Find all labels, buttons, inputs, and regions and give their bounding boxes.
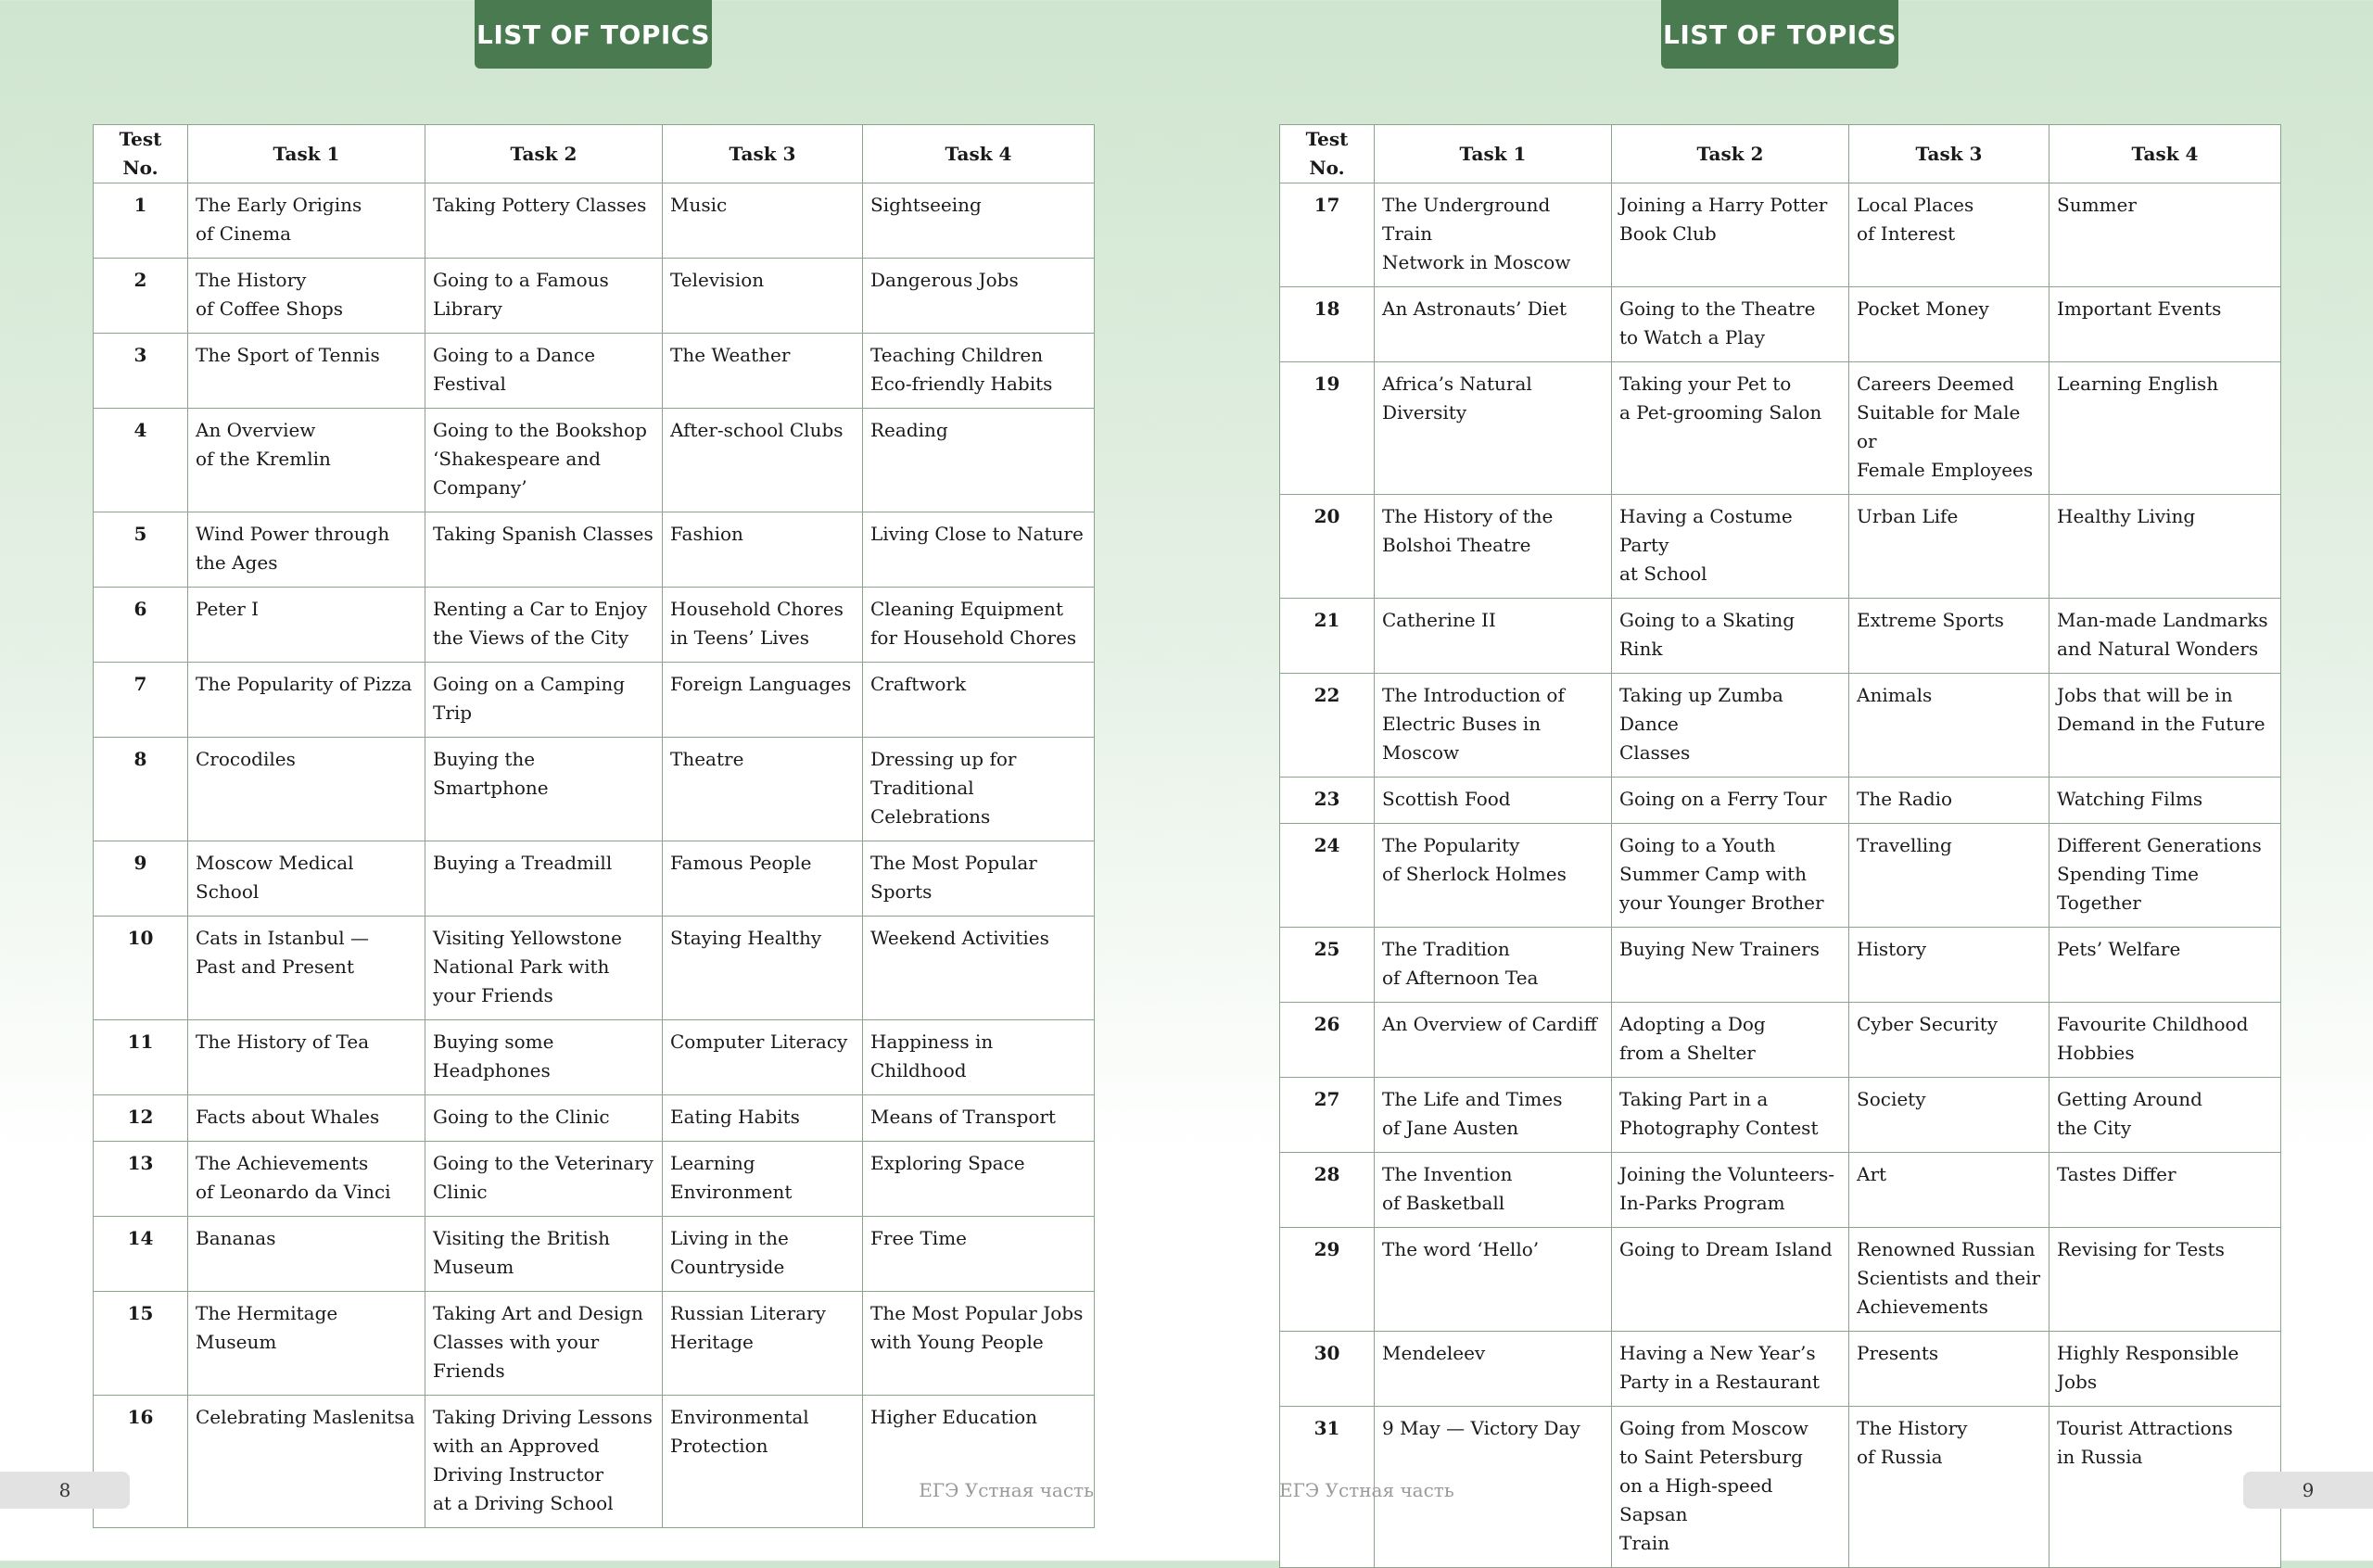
test-number-cell: 11 xyxy=(94,1020,188,1095)
task-4-cell: Jobs that will be in Demand in the Future xyxy=(2049,674,2281,778)
task-2-cell: Taking Part in a Photography Contest xyxy=(1612,1078,1849,1153)
task-1-cell: Facts about Whales xyxy=(188,1095,425,1142)
table-row xyxy=(1280,1332,2281,1407)
task-3-cell: Television xyxy=(663,259,863,334)
task-3-cell: The Radio xyxy=(1849,778,2049,824)
task-1-cell: Catherine II xyxy=(1375,599,1612,674)
test-number-cell: 21 xyxy=(1280,599,1375,674)
task-3-cell: Living in the Countryside xyxy=(663,1217,863,1292)
test-number-cell: 18 xyxy=(1280,287,1375,362)
task-1-cell: The word ‘Hello’ xyxy=(1375,1228,1612,1332)
task-2-cell: Taking Pottery Classes xyxy=(425,183,663,259)
task-4-cell: Man-made Landmarks and Natural Wonders xyxy=(2049,599,2281,674)
task-4-cell: Means of Transport xyxy=(863,1095,1095,1142)
header-task-3: Task 3 xyxy=(1849,125,2049,183)
table-row xyxy=(94,259,1095,334)
task-2-cell: Taking Art and Design Classes with your Friends xyxy=(425,1292,663,1396)
task-3-cell: Computer Literacy xyxy=(663,1020,863,1095)
task-3-cell: The Weather xyxy=(663,334,863,409)
table-row xyxy=(1280,824,2281,928)
task-4-cell: Happiness in Childhood xyxy=(863,1020,1095,1095)
test-number-cell: 12 xyxy=(94,1095,188,1142)
task-3-cell: Society xyxy=(1849,1078,2049,1153)
table-row xyxy=(1280,183,2281,287)
topics-table xyxy=(1279,124,2281,1568)
task-1-cell: Mendeleev xyxy=(1375,1332,1612,1407)
test-number-cell: 16 xyxy=(94,1396,188,1528)
table-row xyxy=(94,512,1095,588)
task-3-cell: Environmental Protection xyxy=(663,1396,863,1528)
table-row xyxy=(1280,362,2281,495)
table-row xyxy=(94,1396,1095,1528)
table-header-row xyxy=(1280,125,2281,183)
test-number-cell: 27 xyxy=(1280,1078,1375,1153)
task-3-cell: Animals xyxy=(1849,674,2049,778)
task-4-cell: Dangerous Jobs xyxy=(863,259,1095,334)
table-row xyxy=(94,1217,1095,1292)
test-number-cell: 10 xyxy=(94,917,188,1020)
task-2-cell: Renting a Car to Enjoy the Views of the City xyxy=(425,588,663,663)
task-3-cell: After-school Clubs xyxy=(663,409,863,512)
task-1-cell: Peter I xyxy=(188,588,425,663)
task-4-cell: Tastes Differ xyxy=(2049,1153,2281,1228)
header-task-2: Task 2 xyxy=(1612,125,1849,183)
task-4-cell: Craftwork xyxy=(863,663,1095,738)
task-2-cell: Going to a Skating Rink xyxy=(1612,599,1849,674)
task-1-cell: Africa’s Natural Diversity xyxy=(1375,362,1612,495)
task-4-cell: The Most Popular Sports xyxy=(863,841,1095,917)
page-title-banner: LIST OF TOPICS xyxy=(1661,0,1898,69)
task-2-cell: Going on a Camping Trip xyxy=(425,663,663,738)
header-task-4: Task 4 xyxy=(2049,125,2281,183)
table-row xyxy=(1280,1153,2281,1228)
task-3-cell: Pocket Money xyxy=(1849,287,2049,362)
table-row xyxy=(1280,495,2281,599)
table-row xyxy=(94,409,1095,512)
task-3-cell: Theatre xyxy=(663,738,863,841)
task-2-cell: Joining a Harry Potter Book Club xyxy=(1612,183,1849,287)
task-3-cell: The History of Russia xyxy=(1849,1407,2049,1568)
header-test-no: Test No. xyxy=(94,125,188,183)
test-number-cell: 14 xyxy=(94,1217,188,1292)
task-2-cell: Going to the Theatre to Watch a Play xyxy=(1612,287,1849,362)
task-4-cell: Revising for Tests xyxy=(2049,1228,2281,1332)
task-2-cell: Going to a Famous Library xyxy=(425,259,663,334)
task-2-cell: Going on a Ferry Tour xyxy=(1612,778,1849,824)
task-2-cell: Going to a Youth Summer Camp with your Younger Brother xyxy=(1612,824,1849,928)
task-3-cell: Cyber Security xyxy=(1849,1003,2049,1078)
task-1-cell: The History of Coffee Shops xyxy=(188,259,425,334)
table-row xyxy=(1280,928,2281,1003)
topics-table xyxy=(93,124,1095,1528)
task-4-cell: Teaching Children Eco-friendly Habits xyxy=(863,334,1095,409)
test-number-cell: 23 xyxy=(1280,778,1375,824)
task-1-cell: Cats in Istanbul — Past and Present xyxy=(188,917,425,1020)
task-2-cell: Going to Dream Island xyxy=(1612,1228,1849,1332)
table-row xyxy=(94,841,1095,917)
task-2-cell: Going from Moscow to Saint Petersburg on a High-speed Sapsan Train xyxy=(1612,1407,1849,1568)
test-number-cell: 9 xyxy=(94,841,188,917)
task-1-cell: The Invention of Basketball xyxy=(1375,1153,1612,1228)
table-row xyxy=(94,1142,1095,1217)
footer-text: ЕГЭ Устная часть xyxy=(1279,1479,1454,1501)
table-row xyxy=(1280,778,2281,824)
task-2-cell: Buying the Smartphone xyxy=(425,738,663,841)
task-2-cell: Joining the Volunteers- In-Parks Program xyxy=(1612,1153,1849,1228)
task-1-cell: The Achievements of Leonardo da Vinci xyxy=(188,1142,425,1217)
task-3-cell: Fashion xyxy=(663,512,863,588)
task-4-cell: Learning English xyxy=(2049,362,2281,495)
task-3-cell: Eating Habits xyxy=(663,1095,863,1142)
task-1-cell: The Popularity of Sherlock Holmes xyxy=(1375,824,1612,928)
test-number-cell: 19 xyxy=(1280,362,1375,495)
header-task-3: Task 3 xyxy=(663,125,863,183)
task-4-cell: Healthy Living xyxy=(2049,495,2281,599)
task-1-cell: Wind Power through the Ages xyxy=(188,512,425,588)
task-1-cell: 9 May — Victory Day xyxy=(1375,1407,1612,1568)
task-4-cell: Tourist Attractions in Russia xyxy=(2049,1407,2281,1568)
task-4-cell: Important Events xyxy=(2049,287,2281,362)
test-number-cell: 25 xyxy=(1280,928,1375,1003)
header-task-2: Task 2 xyxy=(425,125,663,183)
task-2-cell: Visiting the British Museum xyxy=(425,1217,663,1292)
task-4-cell: Getting Around the City xyxy=(2049,1078,2281,1153)
test-number-cell: 30 xyxy=(1280,1332,1375,1407)
test-number-cell: 6 xyxy=(94,588,188,663)
task-4-cell: Highly Responsible Jobs xyxy=(2049,1332,2281,1407)
table-row xyxy=(94,738,1095,841)
task-4-cell: Reading xyxy=(863,409,1095,512)
task-4-cell: Summer xyxy=(2049,183,2281,287)
task-4-cell: Dressing up for Traditional Celebrations xyxy=(863,738,1095,841)
task-4-cell: Free Time xyxy=(863,1217,1095,1292)
table-row xyxy=(1280,287,2281,362)
test-number-cell: 5 xyxy=(94,512,188,588)
task-2-cell: Going to the Veterinary Clinic xyxy=(425,1142,663,1217)
page-number: 8 xyxy=(0,1472,130,1509)
footer-text: ЕГЭ Устная часть xyxy=(919,1479,1094,1501)
table-row xyxy=(94,1095,1095,1142)
table-header-row xyxy=(94,125,1095,183)
task-1-cell: An Overview of Cardiff xyxy=(1375,1003,1612,1078)
task-1-cell: Moscow Medical School xyxy=(188,841,425,917)
task-3-cell: Russian Literary Heritage xyxy=(663,1292,863,1396)
task-4-cell: Higher Education xyxy=(863,1396,1095,1528)
table-row xyxy=(94,663,1095,738)
table-row xyxy=(94,183,1095,259)
task-4-cell: Living Close to Nature xyxy=(863,512,1095,588)
task-3-cell: Careers Deemed Suitable for Male or Female Employees xyxy=(1849,362,2049,495)
task-1-cell: Celebrating Maslenitsa xyxy=(188,1396,425,1528)
task-3-cell: Renowned Russian Scientists and their Achievements xyxy=(1849,1228,2049,1332)
task-1-cell: The Popularity of Pizza xyxy=(188,663,425,738)
test-number-cell: 28 xyxy=(1280,1153,1375,1228)
test-number-cell: 7 xyxy=(94,663,188,738)
task-1-cell: The Tradition of Afternoon Tea xyxy=(1375,928,1612,1003)
task-1-cell: An Astronauts’ Diet xyxy=(1375,287,1612,362)
task-2-cell: Buying a Treadmill xyxy=(425,841,663,917)
task-4-cell: Exploring Space xyxy=(863,1142,1095,1217)
header-task-4: Task 4 xyxy=(863,125,1095,183)
task-2-cell: Going to the Bookshop ‘Shakespeare and Company’ xyxy=(425,409,663,512)
test-number-cell: 13 xyxy=(94,1142,188,1217)
task-3-cell: Presents xyxy=(1849,1332,2049,1407)
task-1-cell: The Underground Train Network in Moscow xyxy=(1375,183,1612,287)
task-4-cell: Different Generations Spending Time Together xyxy=(2049,824,2281,928)
task-1-cell: Crocodiles xyxy=(188,738,425,841)
task-1-cell: The Introduction of Electric Buses in Moscow xyxy=(1375,674,1612,778)
task-4-cell: Sightseeing xyxy=(863,183,1095,259)
task-2-cell: Taking your Pet to a Pet-grooming Salon xyxy=(1612,362,1849,495)
task-4-cell: Favourite Childhood Hobbies xyxy=(2049,1003,2281,1078)
task-2-cell: Adopting a Dog from a Shelter xyxy=(1612,1003,1849,1078)
table-row xyxy=(1280,599,2281,674)
test-number-cell: 29 xyxy=(1280,1228,1375,1332)
test-number-cell: 31 xyxy=(1280,1407,1375,1568)
task-3-cell: Local Places of Interest xyxy=(1849,183,2049,287)
task-1-cell: An Overview of the Kremlin xyxy=(188,409,425,512)
task-1-cell: The History of the Bolshoi Theatre xyxy=(1375,495,1612,599)
task-1-cell: The Sport of Tennis xyxy=(188,334,425,409)
task-1-cell: Scottish Food xyxy=(1375,778,1612,824)
task-2-cell: Taking up Zumba Dance Classes xyxy=(1612,674,1849,778)
test-number-cell: 22 xyxy=(1280,674,1375,778)
task-3-cell: Art xyxy=(1849,1153,2049,1228)
task-2-cell: Having a New Year’s Party in a Restaurant xyxy=(1612,1332,1849,1407)
task-4-cell: Pets’ Welfare xyxy=(2049,928,2281,1003)
page-number: 9 xyxy=(2243,1472,2373,1509)
task-2-cell: Buying New Trainers xyxy=(1612,928,1849,1003)
test-number-cell: 24 xyxy=(1280,824,1375,928)
task-1-cell: The Early Origins of Cinema xyxy=(188,183,425,259)
left-page xyxy=(0,0,1186,1561)
task-4-cell: The Most Popular Jobs with Young People xyxy=(863,1292,1095,1396)
task-3-cell: Staying Healthy xyxy=(663,917,863,1020)
table-row xyxy=(1280,1078,2281,1153)
right-page xyxy=(1186,0,2373,1561)
table-row xyxy=(94,1292,1095,1396)
test-number-cell: 20 xyxy=(1280,495,1375,599)
task-1-cell: The Life and Times of Jane Austen xyxy=(1375,1078,1612,1153)
task-2-cell: Going to a Dance Festival xyxy=(425,334,663,409)
table-row xyxy=(94,1020,1095,1095)
task-4-cell: Watching Films xyxy=(2049,778,2281,824)
header-task-1: Task 1 xyxy=(188,125,425,183)
test-number-cell: 3 xyxy=(94,334,188,409)
task-3-cell: Music xyxy=(663,183,863,259)
task-2-cell: Going to the Clinic xyxy=(425,1095,663,1142)
task-3-cell: History xyxy=(1849,928,2049,1003)
table-row xyxy=(94,917,1095,1020)
header-task-1: Task 1 xyxy=(1375,125,1612,183)
task-2-cell: Having a Costume Party at School xyxy=(1612,495,1849,599)
task-4-cell: Cleaning Equipment for Household Chores xyxy=(863,588,1095,663)
test-number-cell: 15 xyxy=(94,1292,188,1396)
page-title-banner: LIST OF TOPICS xyxy=(475,0,712,69)
table-row xyxy=(94,588,1095,663)
table-row xyxy=(1280,1228,2281,1332)
test-number-cell: 4 xyxy=(94,409,188,512)
task-1-cell: The Hermitage Museum xyxy=(188,1292,425,1396)
task-2-cell: Buying some Headphones xyxy=(425,1020,663,1095)
test-number-cell: 17 xyxy=(1280,183,1375,287)
table-row xyxy=(1280,674,2281,778)
task-2-cell: Taking Spanish Classes xyxy=(425,512,663,588)
table-row xyxy=(1280,1003,2281,1078)
header-test-no: Test No. xyxy=(1280,125,1375,183)
task-2-cell: Taking Driving Lessons with an Approved Driving Instructor at a Driving School xyxy=(425,1396,663,1528)
task-3-cell: Travelling xyxy=(1849,824,2049,928)
task-4-cell: Weekend Activities xyxy=(863,917,1095,1020)
task-3-cell: Learning Environment xyxy=(663,1142,863,1217)
task-3-cell: Extreme Sports xyxy=(1849,599,2049,674)
task-1-cell: The History of Tea xyxy=(188,1020,425,1095)
task-3-cell: Urban Life xyxy=(1849,495,2049,599)
task-3-cell: Famous People xyxy=(663,841,863,917)
test-number-cell: 1 xyxy=(94,183,188,259)
table-row xyxy=(94,334,1095,409)
test-number-cell: 2 xyxy=(94,259,188,334)
task-2-cell: Visiting Yellowstone National Park with your Friends xyxy=(425,917,663,1020)
test-number-cell: 8 xyxy=(94,738,188,841)
test-number-cell: 26 xyxy=(1280,1003,1375,1078)
task-3-cell: Foreign Languages xyxy=(663,663,863,738)
task-1-cell: Bananas xyxy=(188,1217,425,1292)
task-3-cell: Household Chores in Teens’ Lives xyxy=(663,588,863,663)
